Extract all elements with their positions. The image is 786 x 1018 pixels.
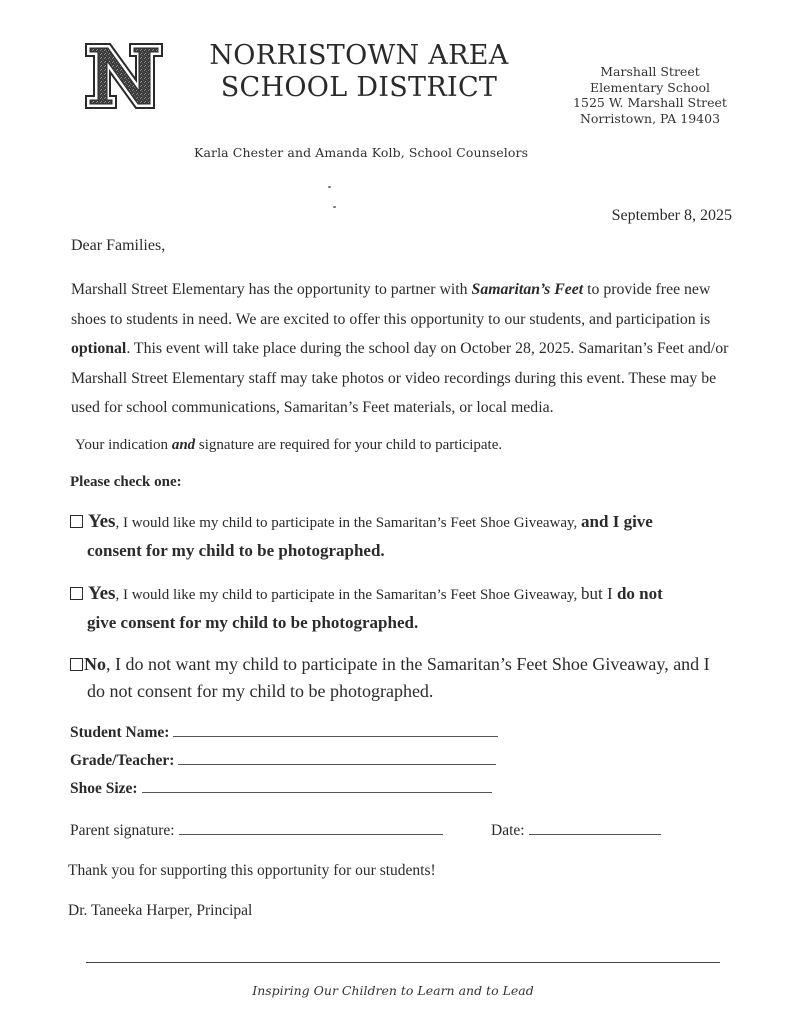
option-consent-emphasis: and I give <box>581 512 653 531</box>
grade-teacher-field <box>70 750 496 770</box>
option-lead: No <box>84 654 106 674</box>
option-line2: consent for my child to be photographed. <box>87 541 385 560</box>
shoe-size-field <box>70 778 492 798</box>
thank-you-note: Thank you for supporting this opportunity for our students! <box>68 862 436 879</box>
footer-motto: Inspiring Our Children to Learn and to Lead <box>252 983 534 998</box>
counselors-line: Karla Chester and Amanda Kolb, School Counselors <box>194 145 529 160</box>
samaritans-feet-brand: Samaritan’s Feet <box>471 281 584 298</box>
optional-emphasis: optional <box>71 340 127 357</box>
indication-text-part2: signature are required for your child to participate. <box>195 437 503 453</box>
option-text: , I would like my child to participate in the Samaritan’s Feet Shoe Giveaway, <box>115 587 582 603</box>
block-n-logo-icon <box>84 42 164 110</box>
school-city-state-zip: Norristown, PA 19403 <box>579 110 721 126</box>
option-yes-with-photo <box>70 508 740 564</box>
scan-speck <box>333 206 336 208</box>
district-name-line2: SCHOOL DISTRICT <box>220 72 498 103</box>
option-line2: do not consent for my child to be photographed. <box>87 681 434 701</box>
checkbox-yes-with-photo[interactable] <box>70 515 83 528</box>
check-one-label: Please check one: <box>70 474 182 490</box>
district-logo <box>84 42 164 110</box>
body-text-part2: to provide free new shoes to students in need. We are excited to offer this opportunity to our students, and participation is <box>71 281 711 328</box>
student-name-field <box>70 722 498 742</box>
shoe-size-label: Shoe Size: <box>70 780 138 797</box>
parent-signature-input[interactable] <box>179 820 443 835</box>
indication-note <box>75 437 502 454</box>
footer-divider <box>86 962 720 963</box>
option-no-participation <box>70 651 740 705</box>
body-text-part3: . This event will take place during the school day on October 28, 2025. Samaritan’s Feet and/or Marshall Street Elementary staff may take photos or video recordings during this event. These may be used for school communications, Samaritan’s Feet materials, or local media. <box>71 340 729 416</box>
school-name-line1: Marshall Street <box>600 64 700 79</box>
body-text-part1: Marshall Street Elementary has the opportunity to partner with <box>71 281 472 298</box>
body-paragraph <box>71 275 731 423</box>
date-input[interactable] <box>529 820 661 835</box>
student-name-label: Student Name: <box>70 724 170 741</box>
option-lead: Yes <box>88 511 116 532</box>
school-street: 1525 W. Marshall Street <box>573 95 727 110</box>
greeting: Dear Families, <box>71 237 166 254</box>
student-name-input[interactable] <box>173 722 498 737</box>
principal-signature: Dr. Taneeka Harper, Principal <box>68 902 253 919</box>
indication-emphasis: and <box>171 437 196 453</box>
grade-teacher-label: Grade/Teacher: <box>70 752 175 769</box>
parent-signature-label: Parent signature: <box>70 822 175 839</box>
shoe-size-input[interactable] <box>142 778 492 793</box>
option-lead: Yes <box>88 583 116 604</box>
grade-teacher-input[interactable] <box>178 750 496 765</box>
option-but-text: but I <box>581 584 617 603</box>
indication-text-part1: Your indication <box>75 437 172 453</box>
option-line2: give consent for my child to be photographed. <box>87 613 419 632</box>
option-text: , I would like my child to participate in the Samaritan’s Feet Shoe Giveaway, <box>115 515 582 531</box>
school-address <box>560 64 740 126</box>
option-do-not-emphasis: do not <box>616 584 663 603</box>
date-label: Date: <box>491 822 525 839</box>
district-name-line1: NORRISTOWN AREA <box>209 40 509 71</box>
scan-speck <box>328 186 331 188</box>
school-name-line2: Elementary School <box>590 79 710 95</box>
checkbox-no-participation[interactable] <box>70 658 83 671</box>
option-yes-no-photo <box>70 580 740 636</box>
district-name <box>184 40 534 104</box>
letter-date: September 8, 2025 <box>611 207 732 224</box>
parent-signature-field <box>70 820 443 840</box>
checkbox-yes-no-photo[interactable] <box>70 587 83 600</box>
option-text: , I do not want my child to participate in the Samaritan’s Feet Shoe Giveaway, and I <box>106 654 710 674</box>
date-field <box>491 820 661 840</box>
